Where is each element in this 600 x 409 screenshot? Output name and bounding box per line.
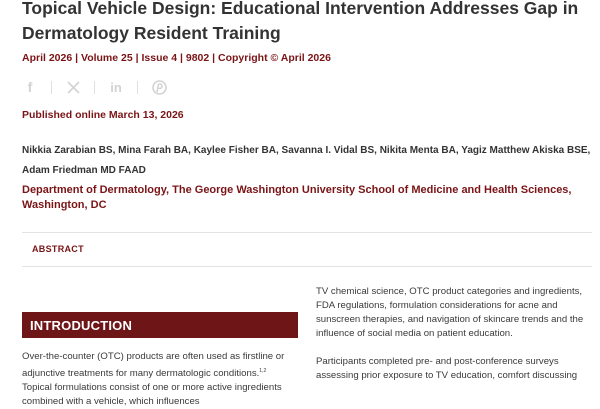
article-header [22, 0, 592, 213]
pinterest-icon[interactable] [151, 79, 167, 95]
share-separator [137, 81, 138, 94]
linkedin-icon[interactable]: in [110, 79, 122, 95]
x-icon[interactable] [65, 79, 81, 95]
body-paragraph: Participants completed pre- and post-conference surveys assessing prior exposure to TV education, comfort discussing [316, 356, 578, 381]
introduction-text: Over-the-counter (OTC) products are often used as firstline or adjunctive treatments for many dermatologic conditions.$^{1,2}$ Topical formulations consist of one or more active ingredients combined with a vehicle, which influences [22, 351, 285, 408]
body-paragraph: TV chemical science, OTC product categories and ingredients, FDA regulations, formulation considerations for acne and sunscreen therapies, and navigation of skincare trends and the influence of social media on patient education. [316, 286, 584, 339]
citation-ref[interactable]: 1,2 [259, 368, 267, 374]
share-bar [22, 78, 592, 96]
affiliation: Department of Dermatology, The George Washington University School of Medicine and Health Sciences, Washington, DC [22, 184, 572, 211]
right-column [316, 285, 596, 383]
left-column [22, 312, 298, 409]
issue-meta: April 2026 | Volume 25 | Issue 4 | 9802 | Copyright © April 2026 [22, 52, 331, 64]
abstract-toggle[interactable]: ABSTRACT [32, 244, 84, 254]
facebook-icon[interactable]: f [27, 79, 33, 95]
introduction-heading: INTRODUCTION [22, 312, 298, 338]
divider [22, 232, 592, 233]
author-list: Nikkia Zarabian BS, Mina Farah BA, Kaylee Fisher BA, Savanna I. Vidal BS, Nikita Menta BA, Yagiz Matthew Akiska BSE, Adam Friedman MD FAAD [22, 145, 591, 176]
published-date: Published online March 13, 2026 [22, 109, 184, 121]
divider [22, 266, 592, 267]
share-separator [94, 81, 95, 94]
article-title: Topical Vehicle Design: Educational Intervention Addresses Gap in Dermatology Resident Training [22, 0, 579, 43]
share-separator [51, 81, 52, 94]
